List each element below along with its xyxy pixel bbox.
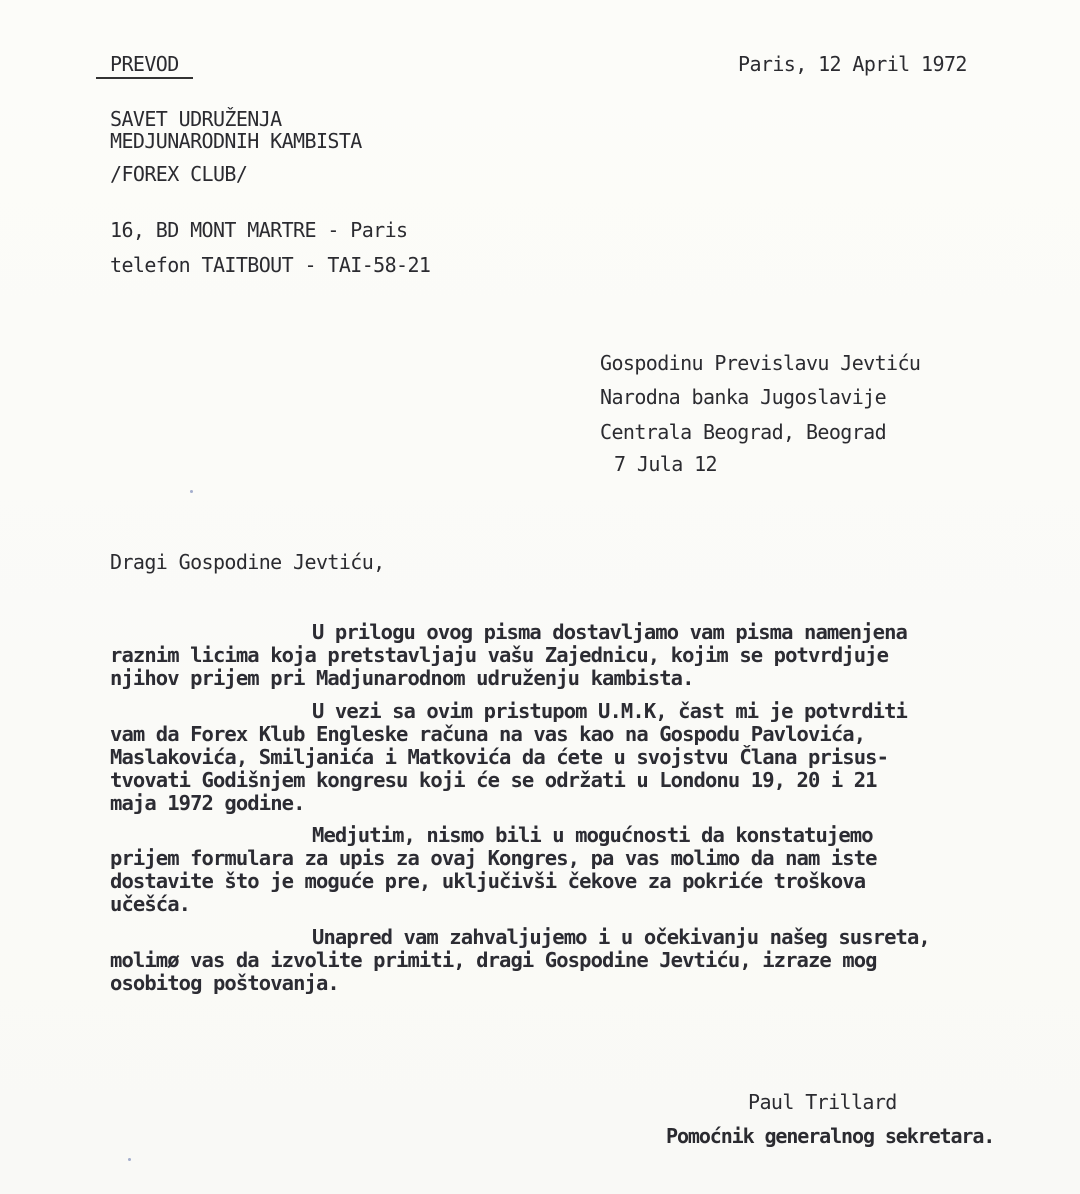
paragraph-4-line-1: Unapred vam zahvaljujemo i u očekivanju našeg susreta, — [312, 925, 930, 949]
ink-speck — [128, 1158, 131, 1161]
paragraph-3-line-3: dostavite što je moguće pre, uključivši čekove za pokriće troškova — [110, 869, 866, 893]
sender-line-3: /FOREX CLUB/ — [110, 162, 248, 186]
sender-address: 16, BD MONT MARTRE - Paris — [110, 218, 408, 242]
recipient-name: Gospodinu Previslavu Jevtiću — [600, 351, 921, 375]
paragraph-2-line-3: Maslakovića, Smiljanića i Matkovića da ćete u svojstvu Člana prisus- — [110, 745, 889, 769]
paragraph-2-line-1: U vezi sa ovim pristupom U.M.K, čast mi je potvrditi — [312, 699, 907, 723]
paragraph-2-line-5: maja 1972 godine. — [110, 791, 305, 815]
signature-title: Pomoćnik generalnog sekretara. — [666, 1124, 995, 1148]
sender-line-2: MEDJUNARODNIH KAMBISTA — [110, 129, 362, 153]
paragraph-3-line-4: učešća. — [110, 892, 191, 916]
paragraph-4-line-3: osobitog poštovanja. — [110, 971, 339, 995]
document-label: PREVOD — [96, 52, 193, 79]
paragraph-4-line-2: molimø vas da izvolite primiti, dragi Gospodine Jevtiću, izraze mog — [110, 948, 877, 972]
place-date: Paris, 12 April 1972 — [738, 52, 967, 76]
paragraph-3-line-1: Medjutim, nismo bili u mogućnosti da konstatujemo — [312, 823, 873, 847]
ink-speck — [190, 490, 193, 493]
signature-name: Paul Trillard — [748, 1090, 897, 1114]
paragraph-1-line-1: U prilogu ovog pisma dostavljamo vam pisma namenjena — [312, 620, 907, 644]
sender-line-1: SAVET UDRUŽENJA — [110, 107, 282, 131]
paragraph-1-line-2: raznim licima koja pretstavljaju vašu Zajednicu, kojim se potvrdjuje — [110, 643, 889, 667]
recipient-note: 7 Jula 12 — [614, 452, 717, 476]
recipient-org: Narodna banka Jugoslavije — [600, 385, 887, 409]
paragraph-2-line-4: tvovati Godišnjem kongresu koji će se održati u Londonu 19, 20 i 21 — [110, 768, 877, 792]
paragraph-3-line-2: prijem formulara za upis za ovaj Kongres, pa vas molimo da nam iste — [110, 846, 877, 870]
paragraph-1-line-3: njihov prijem pri Madjunarodnom udruženju kambista. — [110, 666, 694, 690]
sender-phone: telefon TAITBOUT - TAI-58-21 — [110, 253, 431, 277]
recipient-location: Centrala Beograd, Beograd — [600, 420, 887, 444]
paragraph-2-line-2: vam da Forex Klub Engleske računa na vas kao na Gospodu Pavlovića, — [110, 722, 866, 746]
salutation: Dragi Gospodine Jevtiću, — [110, 550, 385, 574]
